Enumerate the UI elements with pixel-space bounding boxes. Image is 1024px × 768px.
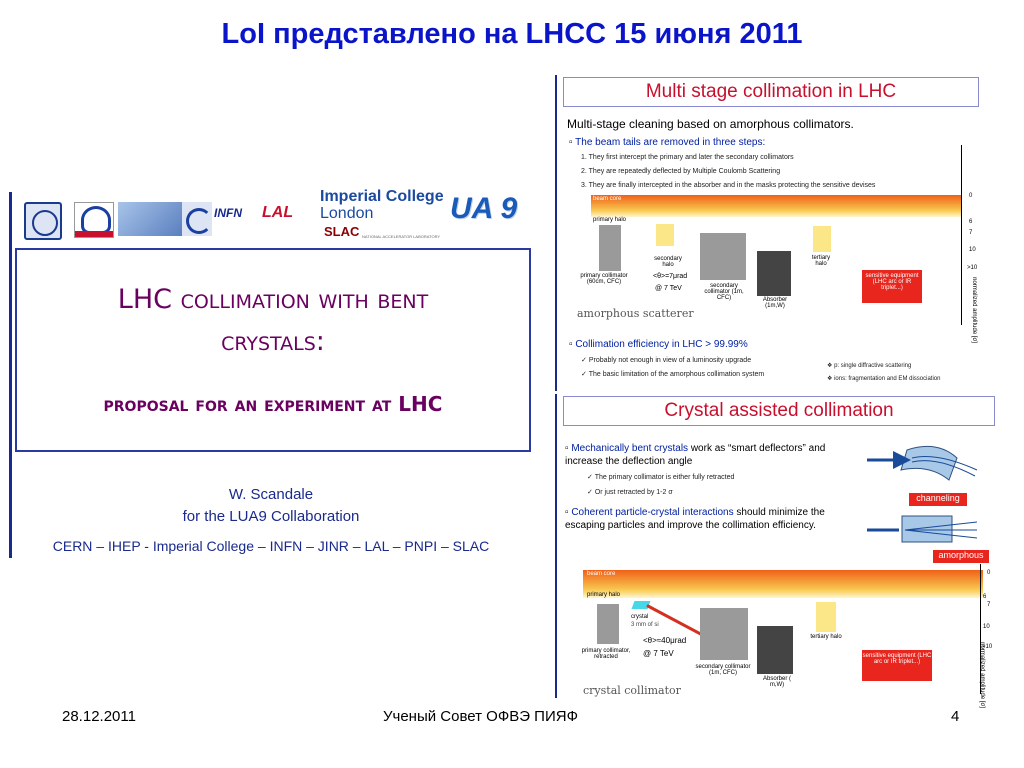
tr-absorber-label: Absorber (1m,W): [762, 297, 788, 309]
tr-bullet1-text: The beam tails are removed in three steps:: [575, 137, 766, 148]
tr-beam-gradient: [591, 195, 961, 217]
imperial-line2: London: [320, 205, 374, 222]
tr-step3-text: They are finally intercepted in the absorber and in the masks protecting the sensitive devises: [588, 182, 876, 189]
tr-axis-label: normalized amplitude [σ]: [970, 277, 977, 343]
tr-diamond1-text: p: single diffractive scattering: [834, 363, 912, 369]
br-theta: <θ>≈40μrad: [643, 636, 687, 645]
imperial-line1: Imperial College: [320, 188, 444, 205]
tr-bullet2-text: Collimation efficiency in LHC > 99.99%: [575, 339, 748, 350]
br-beam-core: beam core: [587, 571, 616, 577]
tr-check1: [581, 356, 751, 364]
checkmark-icon: ✓: [581, 357, 587, 364]
br-energy: @ 7 TeV: [643, 649, 674, 658]
br-scale-6: 6: [983, 594, 987, 600]
br-scale-gt10: >10: [982, 644, 993, 650]
bottom-right-panel: [557, 394, 994, 708]
tr-amorphous-scatterer: amorphous scatterer: [577, 307, 694, 320]
br-check1: [587, 473, 734, 481]
tr-tertiary-halo-block: [813, 226, 831, 252]
tr-energy: @ 7 TeV: [655, 285, 682, 292]
cern-logo-icon: [24, 202, 62, 240]
br-scale-10: 10: [983, 624, 990, 630]
tr-scale-7: 7: [969, 230, 973, 236]
tr-primary-collimator-block: [599, 225, 621, 271]
square-bullet-icon: ▫: [565, 443, 569, 454]
tr-step1: 1. They first intercept the primary and later the secondary collimators: [581, 154, 794, 161]
tr-scale-6: 6: [969, 219, 973, 225]
tr-secondary-halo-block: [656, 224, 674, 246]
tr-scale-0: 0: [969, 193, 973, 199]
br-absorber-block: [757, 626, 793, 674]
br-check2-text: Or just retracted by 1-2 σ: [594, 489, 673, 496]
lal-logo-icon: LAL: [262, 204, 294, 221]
amorphous-crystal-icon: [857, 510, 987, 550]
tr-sensitive-box: sensitive equipment (LHC arc or IR triplet...): [862, 270, 922, 303]
br-check1-text: The primary collimator is either fully retracted: [594, 474, 735, 481]
crystal-header: Crystal assisted collimation: [563, 396, 995, 426]
author-name: W. Scandale: [228, 486, 314, 503]
br-scale-7: 7: [987, 602, 991, 608]
tr-step2-text: They are repeatedly deflected by Multiple Coulomb Scattering: [588, 168, 781, 175]
diamond-icon: ❖: [827, 363, 833, 369]
tr-primary-halo: primary halo: [593, 217, 627, 223]
br-primary-halo: primary halo: [587, 592, 621, 598]
tr-step1-text: They first intercept the primary and later the secondary collimators: [588, 154, 794, 161]
tr-theta: <θ>=7μrad: [653, 273, 688, 280]
jinr-logo-icon: [182, 202, 212, 236]
top-right-panel: [557, 75, 994, 391]
br-bullet2: [565, 506, 850, 532]
br-sensitive-box: sensitive equipment (LHC arc or IR triplet...): [862, 650, 932, 681]
br-bullet1-b: work as “smart deflectors” and increase the deflection angle: [565, 443, 826, 467]
tr-check2-text: The basic limitation of the amorphous collimation system: [588, 371, 765, 378]
diamond-icon: ❖: [827, 376, 833, 382]
tr-tertiary-halo-label: tertiary halo: [811, 255, 831, 267]
tr-absorber-block: [757, 251, 791, 296]
tr-secondary-halo-label: secondary halo: [654, 256, 682, 268]
proposal-subtitle: proposal for an experiment at LHC: [103, 392, 443, 416]
br-primary-coll-label: primary collimator, retracted: [581, 648, 631, 660]
br-crystal-label: crystal: [631, 614, 649, 620]
square-bullet-icon: ▫: [569, 137, 573, 148]
tr-step2: 2. They are repeatedly deflected by Multiple Coulomb Scattering: [581, 168, 781, 175]
square-bullet-icon: ▫: [565, 507, 569, 518]
left-panel-border: [9, 192, 12, 558]
channeling-crystal-icon: [857, 430, 987, 494]
tr-secondary-coll-label: secondary collimator (1m, CFC): [704, 283, 744, 301]
br-check2: [587, 488, 673, 496]
ua9-logo: UA 9: [450, 192, 518, 225]
proposal-box: [15, 248, 531, 452]
footer-date: 28.12.2011: [62, 708, 136, 725]
tr-step3: 3. They are finally intercepted in the absorber and in the masks protecting the sensitive devises: [581, 182, 876, 189]
slac-logo: SLAC: [324, 224, 360, 239]
ihep-logo-icon: [74, 202, 114, 238]
br-crystal-sub: 3 mm of si: [631, 622, 659, 628]
br-secondary-coll-label: secondary collimator (1m, CFC): [695, 664, 751, 676]
tr-diamond1: [827, 362, 911, 369]
checkmark-icon: ✓: [581, 371, 587, 378]
infn-logo-icon: INFN: [214, 206, 242, 220]
footer-page-number: 4: [951, 708, 960, 725]
proposal-title-line1: LHC collimation with bent: [117, 284, 429, 315]
tr-secondary-collimator-block: [700, 233, 746, 280]
institutes-list: CERN – IHEP - Imperial College – INFN – JINR – LAL – PNPI – SLAC: [52, 538, 490, 554]
tr-bullet1: [569, 137, 765, 148]
tr-scale-10: 10: [969, 247, 976, 253]
imperial-college-logo: [320, 188, 444, 222]
checkmark-icon: ✓: [587, 474, 593, 481]
proposal-title-line2: crystals:: [221, 326, 325, 357]
multistage-header: Multi stage collimation in LHC: [563, 77, 979, 107]
square-bullet-icon: ▫: [569, 339, 573, 350]
tr-bullet2: [569, 339, 748, 350]
br-tertiary-halo-label: tertiary halo: [810, 634, 842, 640]
slac-subtitle: NATIONAL ACCELERATOR LABORATORY: [362, 234, 441, 239]
slide-title: LoI представлено на LHCC 15 июня 2011: [221, 18, 803, 50]
tr-scale-gt10: >10: [967, 265, 978, 271]
tr-diamond2: [827, 375, 940, 382]
tr-diamond2-text: ions: fragmentation and EM dissociation: [834, 376, 941, 382]
br-axis-label: normalized amplitude [σ]: [978, 642, 985, 708]
br-bullet1-a: Mechanically bent crystals: [571, 443, 689, 454]
br-absorber-label: Absorber ( m,W): [762, 676, 791, 688]
tr-primary-coll-label: primary collimator (60cm, CFC): [580, 273, 628, 285]
tr-scale-axis: [961, 145, 962, 325]
br-secondary-collimator-block: [700, 608, 748, 660]
br-crystal-collimator: crystal collimator: [583, 684, 681, 697]
tr-check1-text: Probably not enough in view of a luminosity upgrade: [588, 357, 752, 364]
tr-beam-core: beam core: [593, 196, 622, 202]
logo-row: [14, 190, 534, 244]
br-bullet1: [565, 442, 845, 468]
imperial-crest-icon: [118, 202, 182, 236]
checkmark-icon: ✓: [587, 489, 593, 496]
multistage-subtitle: Multi-stage cleaning based on amorphous collimators.: [567, 117, 854, 131]
br-bullet2-a: Coherent particle-crystal interactions: [571, 507, 734, 518]
tr-check2: [581, 370, 764, 378]
br-beam-gradient: [583, 570, 983, 598]
br-bullet2-b: should minimize the escaping particles and improve the collimation efficiency.: [565, 507, 825, 531]
collaboration-name: for the LUA9 Collaboration: [182, 508, 360, 525]
br-scale-0: 0: [987, 570, 991, 576]
br-primary-collimator-block: [597, 604, 619, 644]
amorphous-label: amorphous: [933, 550, 989, 563]
channeling-label: channeling: [909, 493, 967, 506]
footer-center-text: Ученый Совет ОФВЭ ПИЯФ: [383, 708, 578, 725]
br-tertiary-halo-block: [816, 602, 836, 632]
